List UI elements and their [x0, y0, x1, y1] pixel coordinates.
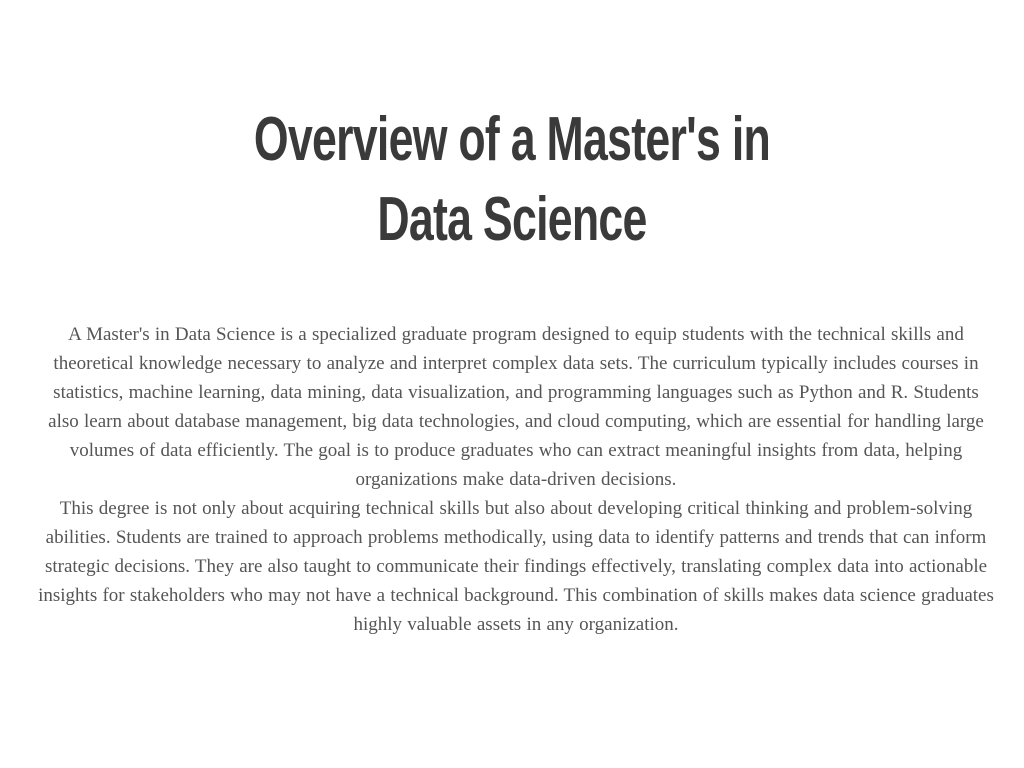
body-paragraph-2: This degree is not only about acquiring technical skills but also about developing critical thinking and problem-solving abilities. Students are trained to approach problems methodically, using data to identify patterns and trends that can inform strategic decisions. They are also taught to communicate their findings effectively, translating complex data into actionable insights for stakeholders who may not have a technical background. This combination of skills makes data science graduates highly valuable assets in any organization.	[38, 498, 994, 635]
slide-title	[224, 100, 800, 260]
slide-body	[36, 320, 996, 639]
slide-title-line-1: Overview of a Master's in	[253, 105, 771, 174]
body-paragraph-1: A Master's in Data Science is a specialized graduate program designed to equip students with the technical skills and theoretical knowledge necessary to analyze and interpret complex data sets. The curriculum typically includes courses in statistics, machine learning, data mining, data visualization, and programming languages such as Python and R. Students also learn about database management, big data technologies, and cloud computing, which are essential for handling large volumes of data efficiently. The goal is to produce graduates who can extract meaningful insights from data, helping organizations make data-driven decisions.	[48, 324, 984, 490]
slide-title-line-2: Data Science	[377, 185, 647, 254]
